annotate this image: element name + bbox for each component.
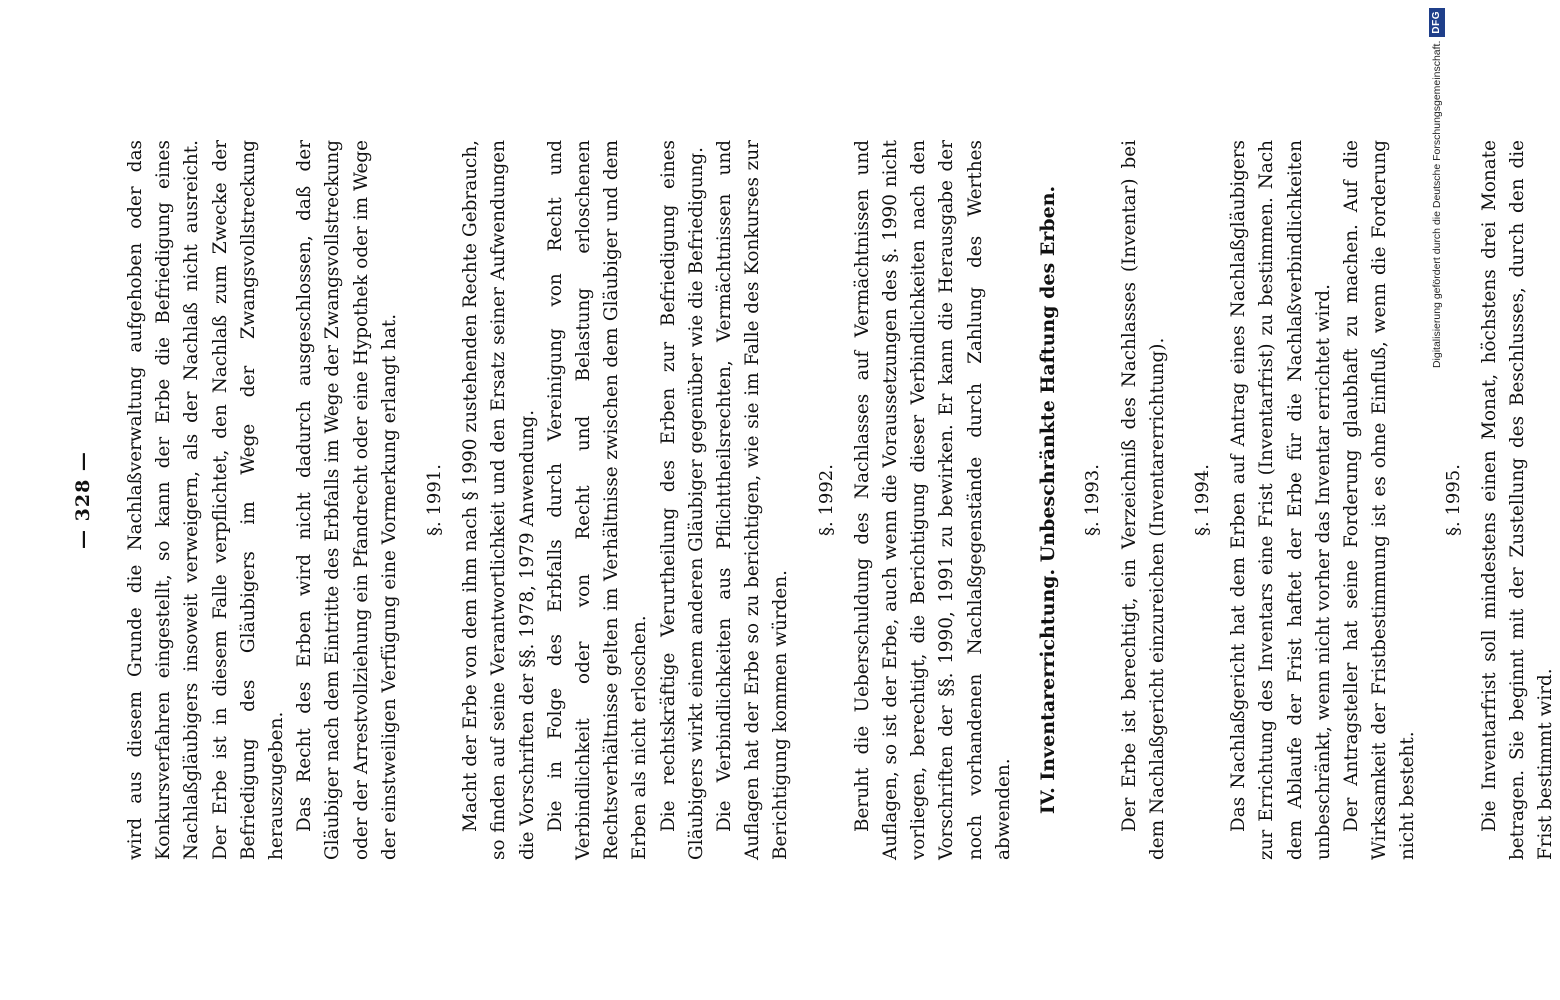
section-heading-1991: §. 1991. [424, 464, 446, 536]
paragraph-1990-2: Das Recht des Erben wird nicht dadurch ausgeschlossen, daß der Gläubiger nach dem Eintritte des Erbfalls im Wege der Zwangsvollstreckung oder der Arrestvollziehung ein Pfandrecht oder eine Hypothek oder im Wege der einstweiligen Verfügung eine Vormerkung erlangt hat. [294, 140, 400, 860]
paragraph-1995: Die Inventarfrist soll mindestens einen Monat, höchstens drei Monate betragen. Sie beginnt mit der Zustellung des Beschlusses, durch den die Frist bestimmt wird. [1478, 140, 1557, 860]
stamp-text-row [1418, 4, 1456, 369]
section-heading-1992: §. 1992. [815, 464, 837, 536]
dfg-logo-icon: DFG [1429, 8, 1445, 37]
body-text [122, 140, 1560, 860]
chapter-heading-iv: IV. Inventarerrichtung. Unbeschränkte Haftung des Erben. [1037, 185, 1060, 815]
section-heading-1995: §. 1995. [1442, 464, 1464, 536]
stamp-text: Digitalisierung gefördert durch die Deutsche Forschungsgemeinschaft. [1431, 40, 1443, 369]
page-number: — 328 — [72, 451, 94, 549]
paragraph-1991-3: Die rechtskräftige Verurtheilung des Erben zur Befriedigung eines Gläubigers wirkt einem anderen Gläubiger gegenüber wie die Befriedigung. [657, 140, 707, 860]
paragraph-1991-4: Die Verbindlichkeiten aus Pflichttheilsrechten, Vermächtnissen und Auflagen hat der Erbe so zu berichtigen, wie sie im Falle des Konkurses zur Berichtigung kommen würden. [714, 140, 792, 860]
paragraph-1991-1: Macht der Erbe von dem ihm nach § 1990 zustehenden Rechte Gebrauch, so finden auf seine Verantwortlichkeit und den Ersatz seiner Aufwendungen die Vorschriften der §§. 1978, 1979 Anwendung. [460, 140, 538, 860]
section-heading-1994: §. 1994. [1191, 464, 1213, 536]
paragraph-1991-2: Die in Folge des Erbfalls durch Vereinigung von Recht und Verbindlichkeit oder von Recht und Belastung erloschenen Rechtsverhältnisse gelten im Verhältnisse zwischen dem Gläubiger und dem Erben als nicht erloschen. [544, 140, 651, 860]
paragraph-1993: Der Erbe ist berechtigt, ein Verzeichniß des Nachlasses (Inventar) bei dem Nachlaßgericht einzureichen (Inventarerrichtung). [1118, 140, 1168, 860]
digitization-stamp [1418, 4, 1456, 369]
paragraph-1994-2: Der Antragsteller hat seine Forderung glaubhaft zu machen. Auf die Wirksamkeit der Fristbestimmung ist es ohne Einfluß, wenn die Forderung nicht besteht. [1340, 140, 1419, 860]
paragraph-1994-1: Das Nachlaßgericht hat dem Erben auf Antrag eines Nachlaßgläubigers zur Errichtung des Inventars eine Frist (Inventarfrist) zu bestimmen. Nach dem Ablaufe der Frist haftet der Erbe für die Nachlaßverbindlichkeiten unbeschränkt, wenn nicht vorher das Inventar errichtet wird. [1228, 140, 1334, 860]
section-heading-1993: §. 1993. [1082, 464, 1104, 536]
paragraph-1990-continued: wird aus diesem Grunde die Nachlaßverwaltung aufgehoben oder das Konkursverfahren eingestellt, so kann der Erbe die Befriedigung eines Nachlaßgläubigers insoweit verweigern, als der Nachlaß nicht ausreicht. Der Erbe ist in diesem Falle verpflichtet, den Nachlaß zum Zwecke der Befriedigung des Gläubigers im Wege der Zwangsvollstreckung herauszugeben. [125, 140, 288, 860]
paragraph-1992: Beruht die Ueberschuldung des Nachlasses auf Vermächtnissen und Auflagen, so ist der Erbe, auch wenn die Voraussetzungen des §. 1990 nicht vorliegen, berechtigt, die Berichtigung dieser Verbindlichkeiten nach den Vorschriften der §§. 1990, 1991 zu bewirken. Er kann die Herausgabe der noch vorhandenen Nachlaßgegenstände durch Zahlung des Werthes abwenden. [851, 140, 1014, 860]
